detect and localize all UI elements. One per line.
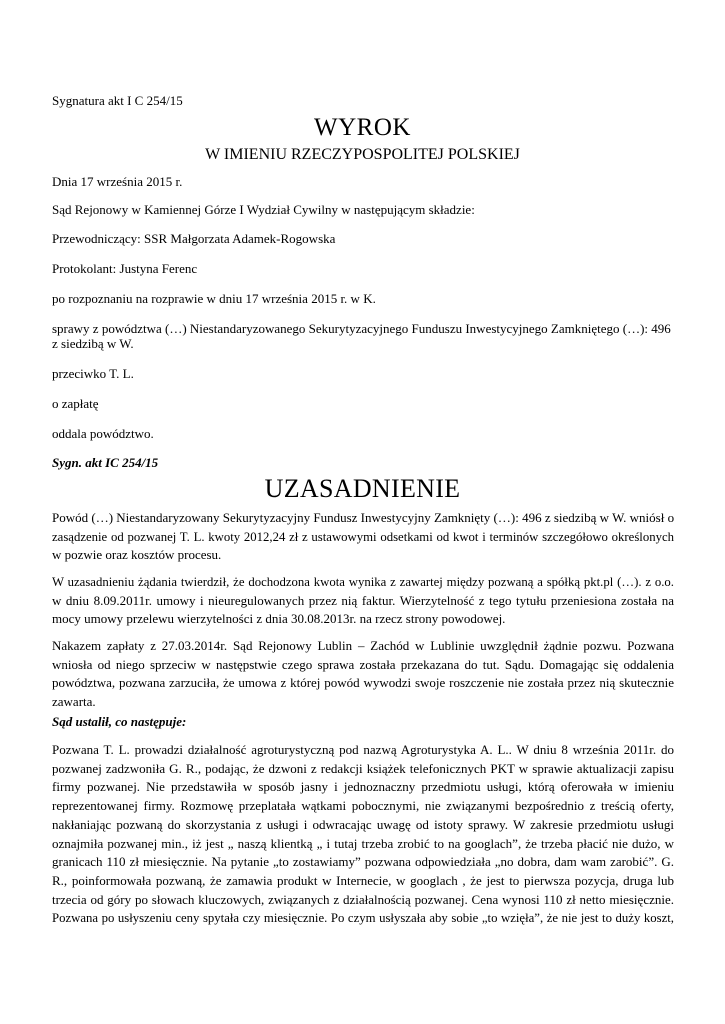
hearing-info: po rozpoznaniu na rozprawie w dniu 17 września 2015 r. w K. [52, 291, 376, 306]
paragraph-line: Nakazem zapłaty z 27.03.2014r. Sąd Rejonowy Lublin – Zachód w Lublinie uwzględnił żądnie pozwu. Pozwana [52, 638, 674, 653]
justification-title: UZASADNIENIE [264, 474, 461, 503]
court-clerk: Protokolant: Justyna Ferenc [52, 261, 198, 276]
paragraph-line: granicach 110 zł miesięcznie. Na pytanie „to zostawiamy” pozwana odpowiedziała „no dobra, dam wam zarobić”. G. [52, 854, 674, 870]
verdict-date: Dnia 17 września 2015 r. [52, 174, 183, 189]
presiding-judge: Przewodniczący: SSR Małgorzata Adamek-Rogowska [52, 231, 336, 246]
verdict-subtitle: W IMIENIU RZECZYPOSPOLITEJ POLSKIEJ [205, 146, 520, 163]
case-signature: Sygnatura akt I C 254/15 [52, 93, 183, 108]
case-parties-line-2: z siedzibą w W. [52, 336, 134, 351]
paragraph-3 [52, 637, 674, 712]
paragraph-line: zawarta. [52, 694, 96, 710]
paragraph-line: powództwa, pozwana zarzuciła, że umowa z której powód wywodzi swoje roszczenie nie została przez nią skutecznie [52, 675, 674, 691]
court-composition: Sąd Rejonowy w Kamiennej Górze I Wydział Cywilny w następującym składzie: [52, 202, 475, 217]
paragraph-line: trzecia od góry po słowach kluczowych, związanych z działalnością pozwanej. Cena wynosi 110 zł netto miesięcznie. [52, 891, 674, 907]
findings-heading: Sąd ustalił, co następuje: [52, 714, 187, 729]
paragraph-line: pozwanej zadzwoniła G. R., podając, że dzwoni z redakcji książek telefonicznych PKT w sprawie aktualizacji zapisu [52, 760, 674, 776]
paragraph-line: nakłaniając pozwaną do skorzystania z usługi i odwracając uwagę od istoty sprawy. W zakresie przedmiotu usługi [52, 816, 674, 832]
paragraph-line: oznajmiła pozwanej min., iż jest „ naszą klientką „ i tutaj trzeba zrobić to na googlach”, że trzeba płacić nie dużo, w [52, 835, 674, 851]
paragraph-line: reprezentowanej firmy. Rozmowę przeplatała wątkami pobocznymi, nie związanymi bezpośrednio z treścią oferty, [52, 798, 674, 814]
paragraph-line: w pozwie oraz kosztów procesu. [52, 547, 222, 563]
paragraph-line: mocy umowy przelewu wierzytelności z dnia 30.08.2013r. na rzecz strony powodowej. [52, 611, 506, 627]
paragraph-line: Powód (…) Niestandaryzowany Sekurytyzacyjny Fundusz Inwestycyjny Zamknięty (…): 496 z siedzibą w W. wniósł o [52, 510, 675, 525]
verdict-title: WYROK [314, 114, 411, 141]
paragraph-line: zasądzenie od pozwanej T. L. kwoty 2012,24 zł z ustawowymi odsetkami od kwot i terminów szczegółowo określonych [52, 529, 674, 544]
paragraph-line: Pozwana po usłyszeniu ceny spytała czy miesięcznie. Po czym usłyszała aby sobie „to wzięła”, że nie jest to duży koszt, [52, 911, 674, 926]
case-subject: o zapłatę [52, 396, 99, 411]
paragraph-line: wniosła od niego sprzeciw w następstwie czego sprawa została przekazana do tut. Sądu. Domagając się oddalenia [52, 656, 674, 672]
case-parties-line-1: sprawy z powództwa (…) Niestandaryzowanego Sekurytyzacyjnego Funduszu Inwestycyjnego Zamkniętego (…): 496 [52, 321, 671, 336]
paragraph-1 [52, 509, 674, 565]
paragraph-line: W uzasadnieniu żądania twierdził, że dochodzona kwota wynika z zawartej między pozwaną a spółką pkt.pl (…). z o.o. [52, 575, 674, 589]
paragraph-line: w dniu 8.09.2011r. umowy i nieuregulowanych przez nią faktur. Wierzytelność z tego tytułu przeniesiona została na [52, 592, 674, 608]
defendant: przeciwko T. L. [52, 366, 134, 381]
paragraph-line: R., poinformowała pozwaną, że zamawia produkt w Internecie, w googlach , że jest to pierwsza pozycja, druga lub [52, 872, 674, 888]
decision: oddala powództwo. [52, 426, 154, 441]
paragraph-line: firmy pozwanej. Nie przedstawiła w sposób jasny i jednoznaczny przedmiotu usługi, którą oferowała w imieniu [52, 779, 674, 795]
justification-signature: Sygn. akt IC 254/15 [52, 455, 159, 470]
paragraph-4 [52, 741, 674, 928]
paragraph-2 [52, 573, 674, 629]
paragraph-line: Pozwana T. L. prowadzi działalność agroturystyczną pod nazwą Agroturystyka A. L.. W dniu 8 września 2011r. do [52, 742, 674, 757]
